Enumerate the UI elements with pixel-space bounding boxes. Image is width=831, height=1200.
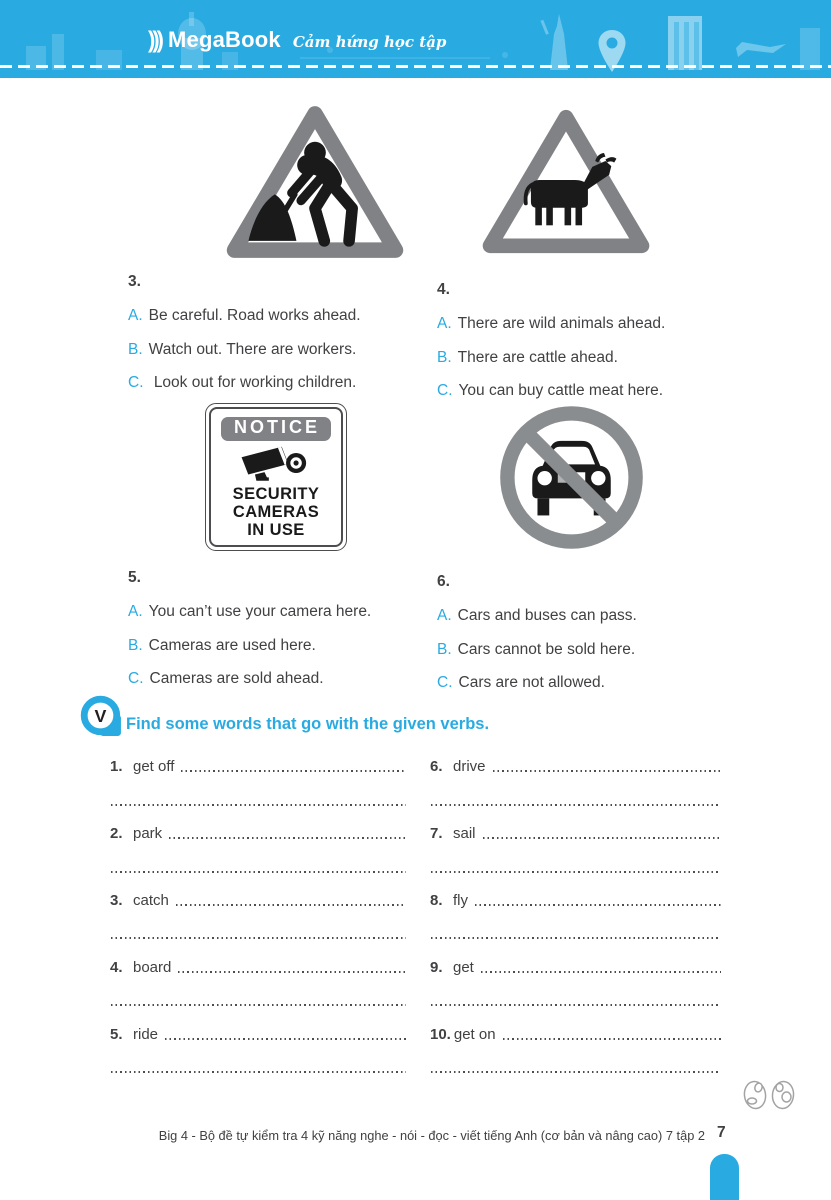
item-number: 9.	[430, 958, 443, 976]
item-verb: drive	[453, 758, 486, 776]
answer-line	[431, 937, 721, 939]
answer-line-row	[110, 778, 407, 811]
answer-line-row	[430, 778, 722, 811]
answer-line	[483, 837, 721, 839]
svg-text:V: V	[94, 705, 107, 726]
answer-line	[431, 1004, 721, 1006]
option-text: Cameras are sold ahead.	[149, 670, 324, 687]
item-number: 5.	[110, 1025, 123, 1043]
option-letter: C.	[437, 674, 453, 691]
option-text: You can’t use your camera here.	[148, 603, 372, 620]
answer-line-row	[110, 912, 407, 945]
cattle-sign-icon	[478, 104, 654, 256]
verb-item-7	[430, 812, 722, 845]
answer-line	[178, 971, 406, 973]
logo-chevrons-icon: )))	[148, 26, 161, 53]
verb-item-4	[110, 945, 407, 978]
camera-sign-line2: CAMERAS	[232, 502, 320, 521]
item-verb: park	[133, 825, 163, 843]
answer-line	[111, 1071, 406, 1073]
option-letter: B.	[437, 640, 452, 658]
option-c	[128, 372, 458, 406]
option-letter: A.	[128, 603, 143, 620]
notice-label: NOTICE	[221, 417, 331, 441]
answer-line	[165, 1038, 406, 1040]
option-b	[128, 635, 458, 669]
option-b	[437, 347, 767, 381]
dashed-divider	[0, 65, 831, 68]
verb-list-right	[430, 745, 722, 1079]
item-verb: catch	[133, 891, 169, 909]
option-text: There are wild animals ahead.	[457, 315, 666, 332]
logo-wordmark: MegaBook	[167, 27, 281, 52]
option-b	[437, 639, 767, 673]
camera-sign-line3: IN USE	[247, 521, 305, 540]
answer-line	[431, 804, 721, 806]
answer-line-row	[110, 845, 407, 878]
question-number: 5.	[128, 569, 141, 586]
no-cars-sign	[493, 399, 650, 561]
answer-line	[431, 1071, 721, 1073]
header-banner	[0, 0, 831, 78]
no-cars-sign-icon	[493, 399, 650, 556]
item-number: 4.	[110, 958, 123, 976]
answer-line	[111, 937, 406, 939]
item-verb: get	[453, 958, 474, 976]
item-number: 6.	[430, 758, 443, 776]
question-3	[128, 271, 458, 406]
security-cameras-sign	[205, 403, 347, 551]
verb-item-6	[430, 745, 722, 778]
option-text: Cars and buses can pass.	[457, 607, 637, 624]
verb-item-9	[430, 945, 722, 978]
logo-tagline: Cảm hứng học tập	[292, 32, 447, 51]
option-letter: A.	[437, 315, 452, 332]
answer-line	[169, 837, 406, 839]
cattle-sign	[478, 104, 654, 261]
question-4	[437, 279, 767, 414]
item-verb: fly	[453, 891, 468, 909]
option-a	[437, 605, 767, 639]
option-letter: B.	[128, 340, 143, 358]
option-a	[128, 601, 458, 635]
cctv-camera-icon	[234, 441, 318, 485]
answer-line	[493, 770, 721, 772]
answer-line-row	[110, 1046, 407, 1079]
item-verb: sail	[453, 825, 476, 843]
option-text: You can buy cattle meat here.	[458, 382, 664, 399]
option-b	[128, 339, 458, 373]
item-number: 7.	[430, 825, 443, 843]
answer-line	[481, 971, 721, 973]
option-letter: C.	[128, 374, 144, 391]
answer-line	[431, 871, 721, 873]
question-6	[437, 571, 767, 706]
option-letter: C.	[437, 382, 453, 399]
verb-item-3	[110, 879, 407, 912]
question-number: 4.	[437, 281, 450, 298]
page-number: 7	[717, 1124, 726, 1141]
option-a	[437, 313, 767, 347]
section-title: Find some words that go with the given verbs.	[126, 715, 490, 733]
verb-item-10	[430, 1012, 722, 1045]
option-text: There are cattle ahead.	[457, 348, 618, 366]
item-verb: board	[133, 958, 172, 976]
item-number: 8.	[430, 891, 443, 909]
verb-list-left	[110, 745, 407, 1079]
corner-tab	[710, 1154, 739, 1200]
option-text: Be careful. Road works ahead.	[148, 307, 361, 324]
answer-line	[176, 904, 406, 906]
road-works-sign-icon	[222, 100, 408, 261]
answer-line-row	[110, 979, 407, 1012]
item-verb: get off	[133, 758, 175, 776]
answer-line	[503, 1038, 721, 1040]
question-5	[128, 567, 458, 702]
verb-item-5	[110, 1012, 407, 1045]
option-letter: B.	[437, 348, 452, 366]
item-number: 1.	[110, 758, 123, 776]
answer-line	[111, 871, 406, 873]
item-number: 2.	[110, 825, 123, 843]
answer-line-row	[430, 845, 722, 878]
option-letter: C.	[128, 670, 144, 687]
camera-sign-line1: SECURITY	[232, 484, 320, 503]
item-verb: ride	[133, 1025, 159, 1043]
question-number: 3.	[128, 273, 141, 290]
answer-line-row	[430, 1046, 722, 1079]
option-text: Watch out. There are workers.	[148, 340, 357, 358]
option-text: Look out for working children.	[149, 374, 357, 391]
option-a	[128, 305, 458, 339]
brand-logo	[148, 27, 446, 53]
option-letter: A.	[128, 307, 143, 324]
option-letter: A.	[437, 607, 452, 624]
answer-line	[111, 804, 406, 806]
road-works-sign	[222, 100, 408, 266]
option-text: Cameras are used here.	[148, 636, 316, 654]
answer-line-row	[430, 979, 722, 1012]
answer-line	[111, 1004, 406, 1006]
security-cameras-sign-inner	[209, 407, 343, 547]
option-letter: B.	[128, 636, 143, 654]
footer-book-title: Big 4 - Bộ đề tự kiểm tra 4 kỹ năng nghe - nói - đọc - viết tiếng Anh (cơ bản và nâng cao) 7 tập 2	[158, 1128, 705, 1143]
item-verb: get on	[453, 1025, 496, 1043]
verb-item-1	[110, 745, 407, 778]
section-v-badge-icon	[80, 695, 122, 737]
item-number: 10.	[430, 1025, 451, 1043]
answer-line-row	[430, 912, 722, 945]
question-number: 6.	[437, 573, 450, 590]
verb-item-2	[110, 812, 407, 845]
verb-item-8	[430, 879, 722, 912]
option-text: Cars are not allowed.	[458, 674, 605, 691]
answer-line	[475, 904, 721, 906]
answer-line	[181, 770, 406, 772]
section-v-heading	[80, 695, 489, 737]
egg-doodles-icon	[742, 1074, 802, 1116]
option-text: Cars cannot be sold here.	[457, 640, 636, 658]
item-number: 3.	[110, 891, 123, 909]
